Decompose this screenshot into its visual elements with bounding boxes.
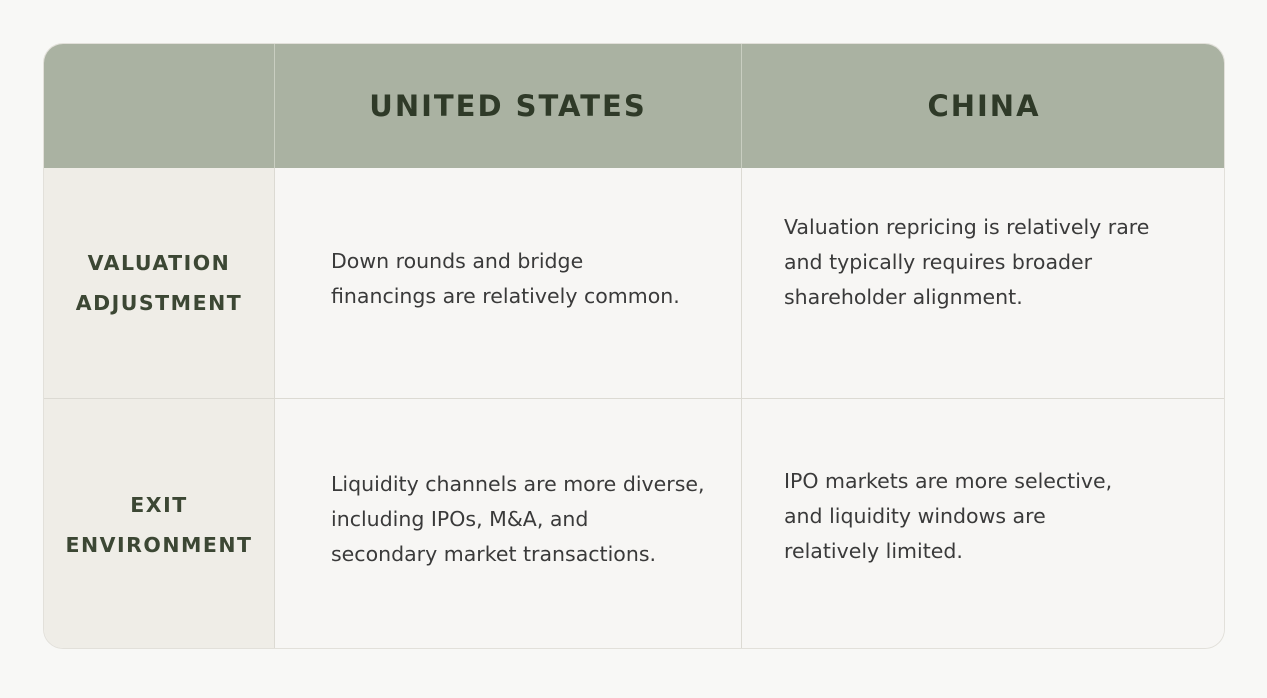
cell-text-line: secondary market transactions.	[331, 542, 657, 566]
cell-text-line: Liquidity channels are more diverse,	[331, 472, 705, 496]
row-label-line: VALUATION	[87, 251, 231, 275]
cell-text-line: Valuation repricing is relatively rare	[784, 214, 1150, 239]
cell-us-exit-environment	[275, 399, 742, 649]
header-corner-cell	[44, 44, 275, 168]
cell-text-line: financings are relatively common.	[331, 284, 680, 308]
cell-us-valuation-adjustment	[275, 168, 742, 399]
cell-china-valuation-adjustment	[742, 168, 1225, 399]
row-label-line: ADJUSTMENT	[75, 291, 243, 315]
cell-text-line: including IPOs, M&A, and	[331, 507, 589, 531]
row-label-exit-environment	[44, 399, 275, 649]
row-label-valuation-adjustment	[44, 168, 275, 399]
cell-text-line: and typically requires broader	[784, 249, 1093, 274]
cell-text-line: relatively limited.	[784, 539, 963, 563]
header-china: CHINA	[742, 44, 1225, 168]
cell-text-line: shareholder alignment.	[784, 284, 1023, 309]
cell-china-exit-environment	[742, 399, 1225, 649]
comparison-table	[43, 43, 1225, 649]
cell-text-line: IPO markets are more selective,	[784, 469, 1113, 493]
row-label-line: EXIT	[130, 492, 188, 517]
header-united-states: UNITED STATES	[275, 44, 742, 168]
cell-text-line: Down rounds and bridge	[331, 249, 584, 273]
cell-text-line: and liquidity windows are	[784, 504, 1046, 528]
row-label-line: ENVIRONMENT	[65, 532, 253, 557]
